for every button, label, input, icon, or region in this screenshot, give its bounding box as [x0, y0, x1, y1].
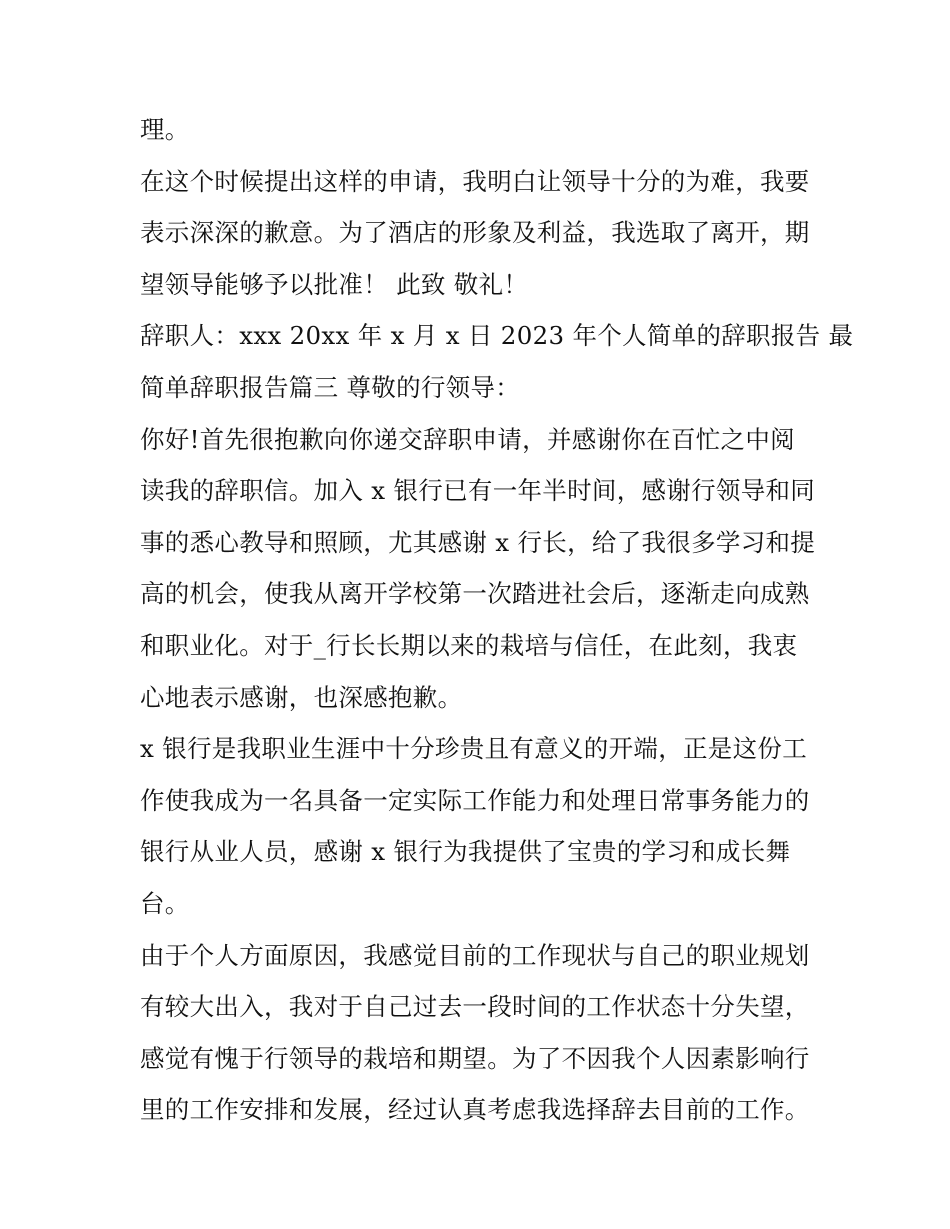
- text-line: 里的工作安排和发展，经过认真考虑我选择辞去目前的工作。: [140, 1095, 810, 1125]
- document-body: [140, 104, 854, 1136]
- text-line: x 银行是我职业生涯中十分珍贵且有意义的开端，正是这份工: [140, 734, 808, 764]
- text-line: 台。: [140, 888, 190, 918]
- text-line: 事的悉心教导和照顾，尤其感谢 x 行长，给了我很多学习和提: [140, 527, 816, 557]
- text-line: 望领导能够予以批准！ 此致 敬礼！: [140, 269, 529, 299]
- text-line: 表示深深的歉意。为了酒店的形象及利益，我选取了离开，期: [140, 218, 810, 248]
- text-line: 简单辞职报告篇三 尊敬的行领导：: [140, 372, 521, 402]
- text-line: 辞职人：xxx 20xx 年 x 月 x 日 2023 年个人简单的辞职报告 最: [140, 321, 854, 351]
- text-line: 感觉有愧于行领导的栽培和期望。为了不因我个人因素影响行: [140, 1043, 810, 1073]
- text-line: 心地表示感谢，也深感抱歉。: [140, 682, 463, 712]
- text-line: 理。: [140, 115, 190, 144]
- text-line: 读我的辞职信。加入 x 银行已有一年半时间，感谢行领导和同: [140, 476, 816, 506]
- text-line: 银行从业人员，感谢 x 银行为我提供了宝贵的学习和成长舞: [140, 837, 791, 867]
- text-line: 你好!首先很抱歉向你递交辞职申请，并感谢你在百忙之中阅: [140, 424, 795, 454]
- text-line: 在这个时候提出这样的申请，我明白让领导十分的为难，我要: [140, 166, 810, 196]
- text-line: 高的机会，使我从离开学校第一次踏进社会后，逐渐走向成熟: [140, 579, 810, 609]
- text-line: 由于个人方面原因，我感觉目前的工作现状与自己的职业规划: [140, 940, 810, 970]
- text-line: 和职业化。对于_行长长期以来的栽培与信任，在此刻，我衷: [140, 630, 798, 660]
- text-line: 作使我成为一名具备一定实际工作能力和处理日常事务能力的: [140, 785, 810, 815]
- text-line: 有较大出入，我对于自己过去一段时间的工作状态十分失望，: [140, 992, 810, 1022]
